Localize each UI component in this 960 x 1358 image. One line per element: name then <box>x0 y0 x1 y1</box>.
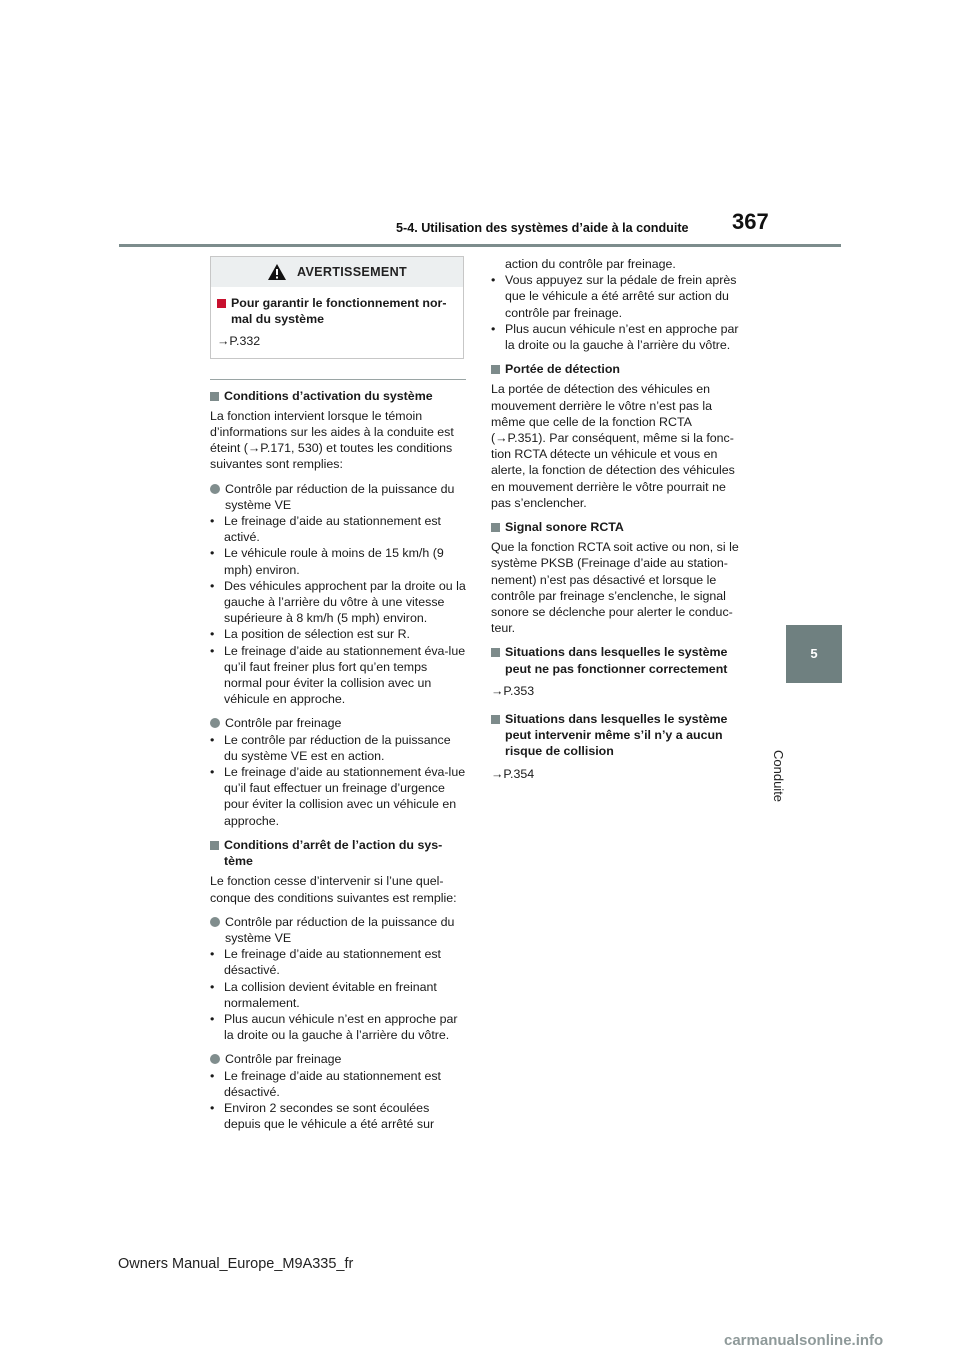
activation-heading <box>210 388 466 404</box>
list-item: • Le freinage d’aide au stationnement est activé. <box>210 514 441 545</box>
square-bullet-icon <box>491 365 500 374</box>
group-title: Contrôle par freinage <box>225 716 342 731</box>
list-item: • La collision devient évitable en freinant normalement. <box>210 979 437 1010</box>
list-item: • Vous appuyez sur la pédale de frein après que le véhicule a été arrêté sur action du contrôle par freinage. <box>491 273 737 320</box>
square-bullet-icon <box>491 523 500 532</box>
detection-heading <box>491 361 747 377</box>
group-title: Contrôle par freinage <box>225 1052 342 1067</box>
warning-box <box>210 256 464 359</box>
group-title: Contrôle par réduction de la puissance du système VE <box>225 481 455 512</box>
unnecessary-heading-text: Situations dans lesquelles le système peut intervenir même s’il n’y a aucun risque de collision <box>505 712 728 759</box>
square-bullet-icon <box>210 841 219 850</box>
buzzer-text: Que la fonction RCTA soit active ou non, si le système PKSB (Freinage d’aide au station-nement) n’est pas désactivé et lorsque le contrôle par freinage s’enclenche, le signal sonore se déclenche pour alerter le conduc-teur. <box>491 540 739 636</box>
circle-bullet-icon <box>210 917 220 927</box>
left-column <box>210 256 466 1140</box>
buzzer-heading <box>491 519 747 535</box>
chapter-label <box>771 690 810 803</box>
stop-group-1 <box>210 914 466 1044</box>
stop-group-2 <box>210 1051 466 1132</box>
unnecessary-ref: →P.354 <box>491 766 535 781</box>
square-bullet-icon <box>210 392 219 401</box>
stop-group-1-title <box>210 914 466 946</box>
list-item: • Le freinage d’aide au stationnement éva-lue qu’il faut effectuer un freinage d’urgence pour éviter la collision avec un véhicule en approche. <box>210 765 466 828</box>
circle-bullet-icon <box>210 718 220 728</box>
warning-triangle-icon <box>267 263 287 281</box>
list-item: • Plus aucun véhicule n’est en approche par la droite ou la gauche à l’arrière du vôtre. <box>491 321 739 353</box>
list-item-continued-text: action du contrôle par freinage. <box>505 257 676 271</box>
red-square-icon <box>217 299 226 308</box>
square-bullet-icon <box>491 715 500 724</box>
list-item: • Le contrôle par réduction de la puissance du système VE est en action. <box>210 732 451 763</box>
stop-group-2-title <box>210 1051 466 1067</box>
activation-group-1-title <box>210 481 466 513</box>
activation-group-2 <box>210 715 466 828</box>
group-title: Contrôle par réduction de la puissance du système VE <box>225 914 455 945</box>
page-number: 367 <box>732 209 769 234</box>
list-item: • Le freinage d’aide au stationnement est désactivé. <box>210 947 441 978</box>
list-item-continued <box>491 256 747 272</box>
warning-header <box>211 257 463 287</box>
activation-group-2-title <box>210 715 466 731</box>
malfunction-heading-text: Situations dans lesquelles le système peut ne pas fonctionner correctement <box>505 645 728 676</box>
detection-text: La portée de détection des véhicules en mouvement derrière le vôtre n’est pas la même que celle de la fonction RCTA (→P.351). Par conséquent, même si la fonc-tion RCTA détecte un véhicule et vous en alerte, la fonction de détection des véhicules en mouvement derrière le vôtre pourrait ne pas s’enclencher. <box>491 382 735 510</box>
stop-heading <box>210 837 466 869</box>
chapter-label-text: Conduite <box>771 750 786 803</box>
header-rule <box>119 244 841 247</box>
chapter-tab <box>786 625 842 683</box>
chapter-number: 5 <box>810 645 818 661</box>
circle-bullet-icon <box>210 484 220 494</box>
list-item: • Le véhicule roule à moins de 15 km/h (9 mph) environ. <box>210 546 444 577</box>
square-bullet-icon <box>491 648 500 657</box>
list-item: • Le freinage d’aide au stationnement éva-lue qu’il faut freiner plus fort qu’en temps normal pour éviter la collision avec un véhicule en approche. <box>210 643 466 707</box>
list-item: • La position de sélection est sur R. <box>210 627 410 642</box>
warning-heading-text: Pour garantir le fonctionnement nor-mal du système <box>231 296 447 327</box>
list-item: • Des véhicules approchent par la droite ou la gauche à l’arrière du vôtre à une vitesse supérieure à 8 km/h (5 mph) environ. <box>210 578 466 626</box>
circle-bullet-icon <box>210 1054 220 1064</box>
activation-intro: La fonction intervient lorsque le témoin d’informations sur les aides à la conduite est éteint (→P.171, 530) et toutes les conditions suivantes sont remplies: <box>210 408 454 472</box>
buzzer-heading-text: Signal sonore RCTA <box>505 520 624 535</box>
section-title: 5-4. Utilisation des systèmes d’aide à la conduite <box>396 221 689 235</box>
warning-body <box>211 287 463 358</box>
separator <box>210 379 466 380</box>
warning-heading <box>217 295 457 327</box>
detection-heading-text: Portée de détection <box>505 362 620 377</box>
list-item: • Plus aucun véhicule n’est en approche par la droite ou la gauche à l’arrière du vôtre. <box>210 1011 458 1043</box>
activation-heading-text: Conditions d’activation du système <box>224 388 433 403</box>
malfunction-ref: →P.353 <box>491 683 535 698</box>
activation-group-1 <box>210 481 466 708</box>
stop-intro: Le fonction cesse d’intervenir si l’une quel-conque des conditions suivantes est remplie: <box>210 874 457 905</box>
warning-ref: →P.332 <box>217 334 261 349</box>
list-item-split-text: Environ 2 secondes se sont écoulées depuis que le véhicule a été arrêté sur <box>224 1100 435 1132</box>
malfunction-heading <box>491 644 747 676</box>
list-item: • Environ 2 secondes se sont écoulées depuis que le véhicule a été arrêté sur <box>210 1100 466 1132</box>
watermark: carmanualsonline.info <box>724 1332 884 1349</box>
stop-heading-text: Conditions d’arrêt de l’action du sys-tème <box>224 837 443 869</box>
unnecessary-heading <box>491 711 747 760</box>
stop-group-2-continued <box>491 256 747 353</box>
right-column <box>491 256 747 794</box>
list-item: • Le freinage d’aide au stationnement est désactivé. <box>210 1068 441 1099</box>
warning-title: AVERTISSEMENT <box>296 264 408 279</box>
footer-manual-id: Owners Manual_Europe_M9A335_fr <box>118 1256 354 1272</box>
